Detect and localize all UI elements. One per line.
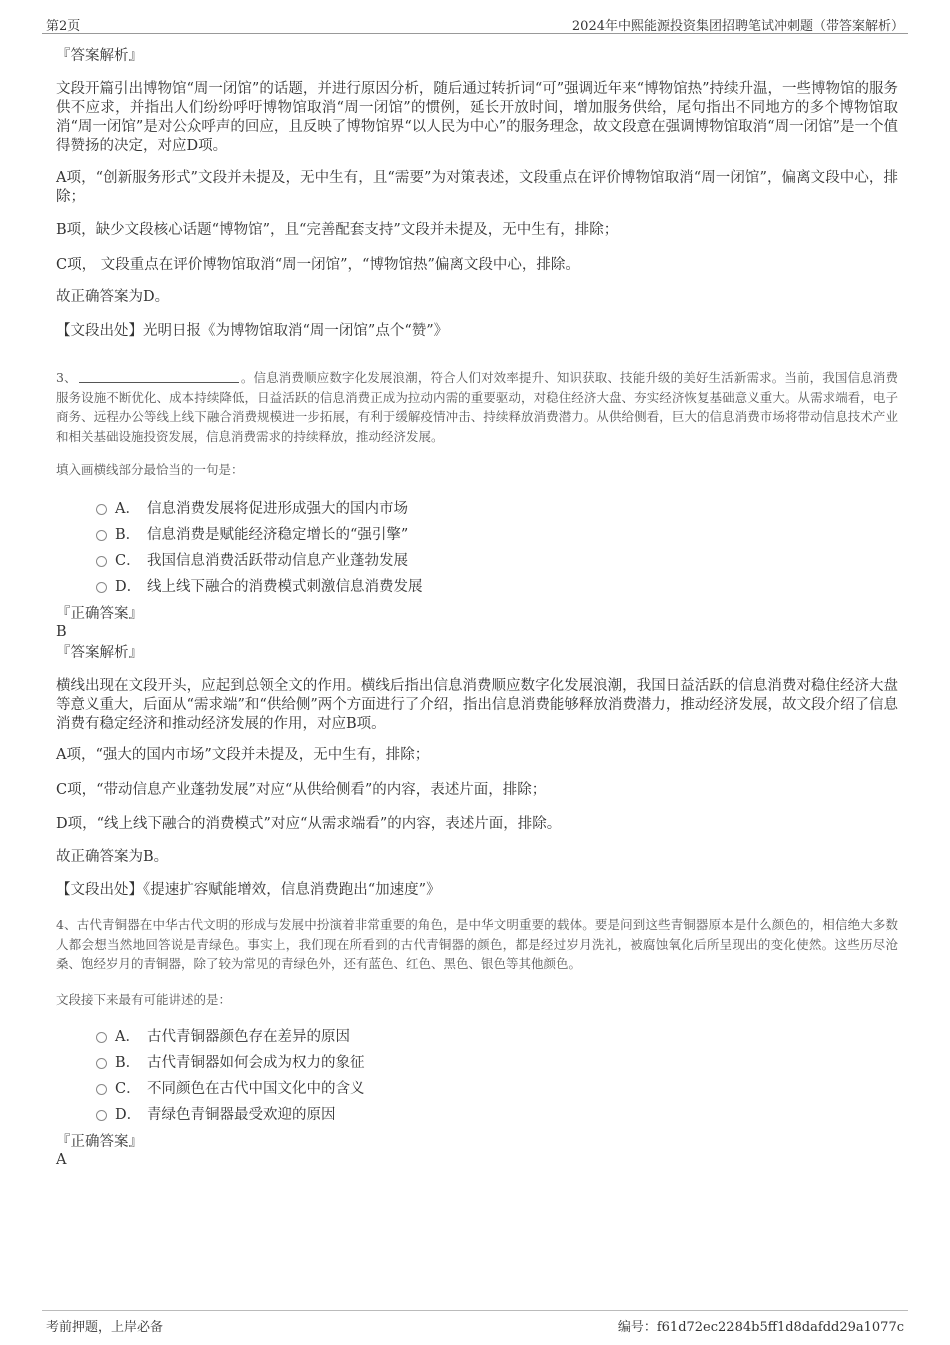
document-id: 编号：f61d72ec2284b5ff1d8dafdd29a1077c [617, 1320, 904, 1335]
option-b[interactable]: B． 信息消费是赋能经济稳定增长的“强引擎” [96, 522, 408, 544]
fill-blank [79, 371, 239, 383]
radio-icon[interactable] [96, 504, 107, 515]
question-3-passage [56, 368, 898, 446]
option-a-analysis: A项，“强大的国内市场”文段并未提及，无中生有，排除； [56, 747, 430, 763]
document-title: 2024年中熙能源投资集团招聘笔试冲刺题（带答案解析） [571, 19, 904, 34]
option-d-analysis: D项，“线上线下融合的消费模式”对应“从需求端看”的内容，表述片面，排除。 [56, 816, 562, 832]
analysis-label: 『答案解析』 [56, 645, 143, 661]
conclusion: 故正确答案为B。 [56, 849, 169, 865]
option-a-analysis: A项，“创新服务形式”文段并未提及，无中生有，且“需要”为对策表述，文段重点在评价博物馆取消“周一闭馆”，偏离文段中心，排除； [56, 170, 898, 205]
radio-icon[interactable] [96, 1110, 107, 1121]
source-note: 【文段出处】《提速扩容赋能增效，信息消费跑出“加速度”》 [56, 882, 441, 898]
option-c[interactable]: C． 不同颜色在古代中国文化中的含义 [96, 1076, 365, 1098]
answer-label: 『正确答案』 [56, 1134, 143, 1150]
option-c[interactable]: C． 我国信息消费活跃带动信息产业蓬勃发展 [96, 548, 408, 570]
source-note: 【文段出处】光明日报《为博物馆取消“周一闭馆”点个“赞”》 [56, 323, 449, 339]
answer-label: 『正确答案』 [56, 606, 143, 622]
page-number: 第2页 [46, 19, 81, 34]
option-a[interactable]: A． 古代青铜器颜色存在差异的原因 [96, 1024, 350, 1046]
option-c-analysis: C项， 文段重点在评价博物馆取消“周一闭馆”，“博物馆热”偏离文段中心，排除。 [56, 257, 580, 273]
radio-icon[interactable] [96, 1032, 107, 1043]
correct-answer: B [56, 624, 67, 640]
correct-answer: A [56, 1152, 67, 1168]
question-3-prompt: 填入画横线部分最恰当的一句是： [56, 462, 244, 477]
passage-text: 。信息消费顺应数字化发展浪潮，符合人们对效率提升、知识获取、技能升级的美好生活新需求。当前，我国信息消费服务设施不断优化、成本持续降低，日益活跃的信息消费正成为拉动内需的重要驱动，对稳住经济大盘、夯实经济恢复基础意义重大。从需求端看，电子商务、远程办公等线上线下融合消费规模进一步拓展，有利于缓解疫情冲击、持续释放消费潜力。从供给侧看，巨大的信息消费市场将带动信息技术产业和相关基础设施投资发展，信息消费需求的持续释放，推动经济发展。 [56, 370, 898, 444]
analysis-text: 横线出现在文段开头，应起到总领全文的作用。横线后指出信息消费顺应数字化发展浪潮，我国日益活跃的信息消费对稳住经济大盘等意义重大，后面从“需求端”和“供给侧”两个方面进行了介绍，指出信息消费能够释放消费潜力，推动经济发展，故文段介绍了信息消费有稳定经济和推动经济发展的作用，对应B项。 [56, 678, 898, 732]
question-4-passage: 4、古代青铜器在中华古代文明的形成与发展中扮演着非常重要的角色，是中华文明重要的载体。要是问到这些青铜器原本是什么颜色的，相信绝大多数人都会想当然地回答说是青绿色。事实上，我们现在所看到的古代青铜器的颜色，都是经过岁月洗礼，被腐蚀氧化后所呈现出的变化使然。这些历尽沧桑、饱经岁月的青铜器，除了较为常见的青绿色外，还有蓝色、红色、黑色、银色等其他颜色。 [56, 917, 898, 971]
analysis-label: 『答案解析』 [56, 48, 143, 64]
radio-icon[interactable] [96, 1084, 107, 1095]
option-d[interactable]: D． 线上线下融合的消费模式刺激信息消费发展 [96, 574, 423, 596]
radio-icon[interactable] [96, 1058, 107, 1069]
question-number: 3、 [56, 370, 77, 385]
conclusion: 故正确答案为D。 [56, 289, 170, 305]
option-b[interactable]: B． 古代青铜器如何会成为权力的象征 [96, 1050, 365, 1072]
footer-slogan: 考前押题，上岸必备 [46, 1320, 164, 1335]
radio-icon[interactable] [96, 582, 107, 593]
option-c-analysis: C项，“带动信息产业蓬勃发展”对应“从供给侧看”的内容，表述片面，排除； [56, 782, 547, 798]
option-d[interactable]: D． 青绿色青铜器最受欢迎的原因 [96, 1102, 336, 1124]
option-a[interactable]: A． 信息消费发展将促进形成强大的国内市场 [96, 496, 408, 518]
radio-icon[interactable] [96, 530, 107, 541]
analysis-text: 文段开篇引出博物馆“周一闭馆”的话题，并进行原因分析，随后通过转折词“可”强调近年来“博物馆热”持续升温，一些博物馆的服务供不应求，并指出人们纷纷呼吁博物馆取消“周一闭馆”的惯例，延长开放时间，增加服务供给，尾句指出不同地方的多个博物馆取消“周一闭馆”是对公众呼声的回应，且反映了博物馆界“以人民为中心”的服务理念，故文段意在强调博物馆取消“周一闭馆”是一个值得赞扬的决定，对应D项。 [56, 81, 898, 154]
page-footer [42, 1310, 908, 1336]
page-header [42, 12, 908, 34]
option-b-analysis: B项，缺少文段核心话题“博物馆”，且“完善配套支持”文段并未提及，无中生有，排除； [56, 222, 619, 238]
question-4-prompt: 文段接下来最有可能讲述的是： [56, 992, 232, 1007]
radio-icon[interactable] [96, 556, 107, 567]
